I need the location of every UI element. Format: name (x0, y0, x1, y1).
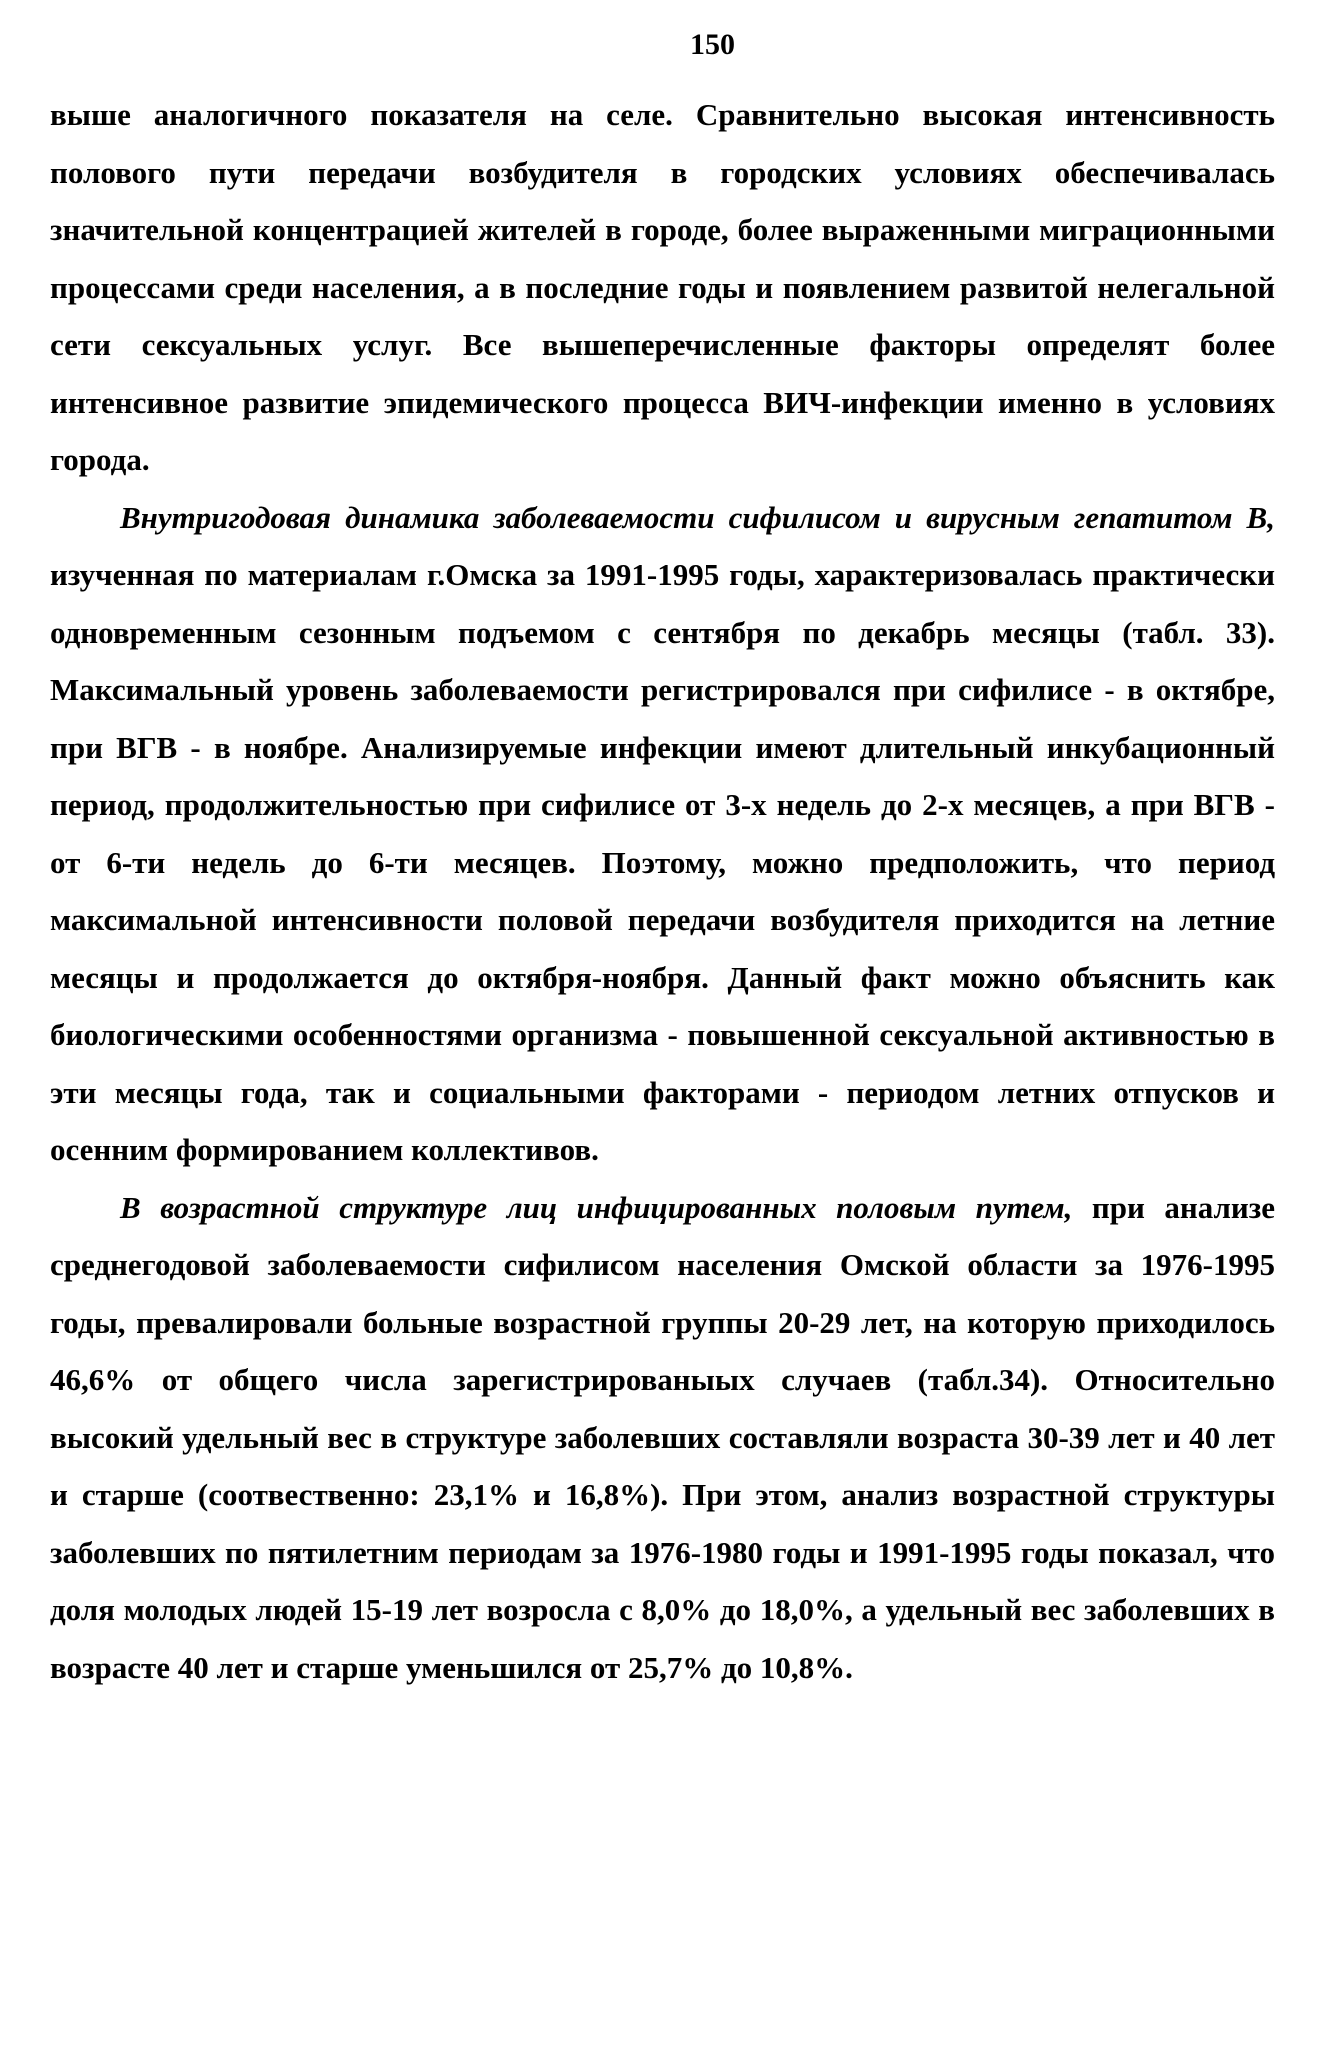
paragraph-3 (50, 1179, 1275, 1697)
document-body (50, 86, 1275, 1696)
paragraph-2-lead: Внутригодовая динамика заболеваемости сифилисом и вирусным гепатитом В, (120, 499, 1275, 535)
paragraph-3-lead: В возрастной структуре лиц инфицированных половым путем, (120, 1189, 1073, 1225)
paragraph-2-text: изученная по материалам г.Омска за 1991-1995 годы, характеризовалась практически одновременным сезонным подъемом с сентября по декабрь месяцы (табл. 33). Максимальный уровень заболеваемости регистрировался при сифилисе - в октябре, при ВГВ - в ноябре. Анализируемые инфекции имеют длительный инкубационный период, продолжительностью при сифилисе от 3-х недель до 2-х месяцев, а при ВГВ - от 6-ти недель до 6-ти месяцев. Поэтому, можно предположить, что период максимальной интенсивности половой передачи возбудителя приходится на летние месяцы и продолжается до октября-ноября. Данный факт можно объяснить как биологическими особенностями организма - повышенной сексуальной активностью в эти месяцы года, так и социальными факторами - периодом летних отпусков и осенним формированием коллективов. (50, 557, 1275, 1167)
page-number: 150 (690, 28, 735, 61)
paragraph-3-text: при анализе среднегодовой заболеваемости сифилисом населения Омской области за 1976-1995 годы, превалировали больные возрастной группы 20-29 лет, на которую приходилось 46,6% от общего числа зарегистрированыых случаев (табл.34). Относительно высокий удельный вес в структуре заболевших составляли возраста 30-39 лет и 40 лет и старше (соотвественно: 23,1% и 16,8%). При этом, анализ возрастной структуры заболевших по пятилетним периодам за 1976-1980 годы и 1991-1995 годы показал, что доля молодых людей 15-19 лет возросла с 8,0% до 18,0%, а удельный вес заболевших в возрасте 40 лет и старше уменьшился от 25,7% до 10,8%. (50, 1189, 1275, 1685)
paragraph-1-text: выше аналогичного показателя на селе. Сравнительно высокая интенсивность полового пути передачи возбудителя в городских условиях обеспечивалась значительной концентрацией жителей в городе, более выраженными миграционными процессами среди населения, а в последние годы и появлением развитой нелегальной сети сексуальных услуг. Все вышеперечисленные факторы определят более интенсивное развитие эпидемического процесса ВИЧ-инфекции именно в условиях города. (50, 97, 1275, 477)
paragraph-2 (50, 489, 1275, 1179)
paragraph-1 (50, 86, 1275, 489)
